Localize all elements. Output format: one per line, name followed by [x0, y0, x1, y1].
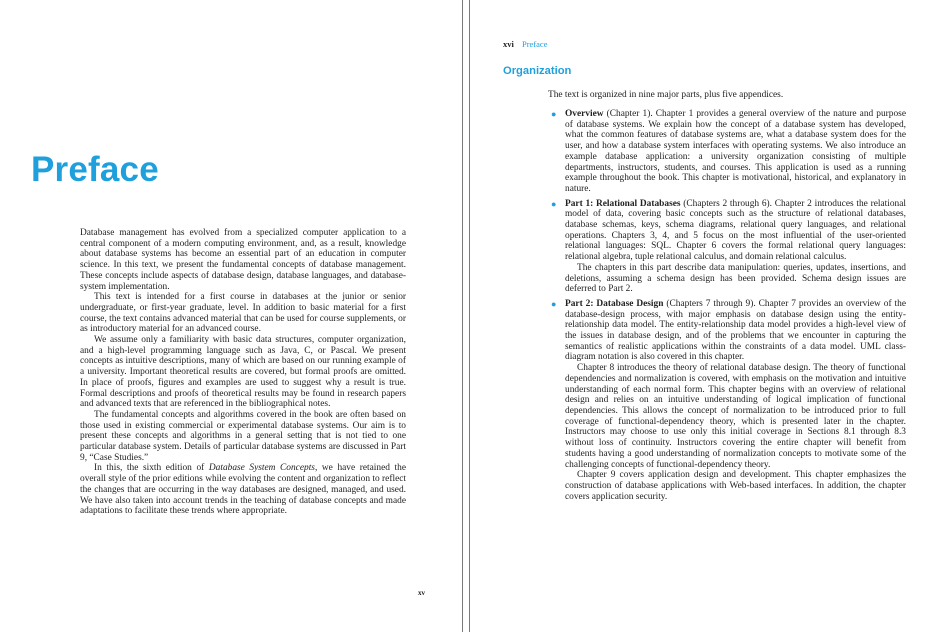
- paragraph: [80, 463, 406, 517]
- paragraph: Chapter 8 introduces the theory of relational database design. The theory of functional dependencies and normalization is covered, with emphasis on the motivation and intuitive understanding of each normal form. This chapter begins with an overview of relational design and relies on an intuitive understanding of logical implication of functional dependencies. This allows the concept of normalization to be introduced prior to full coverage of functional-dependency theory, which is presented later in the chapter. Instructors may choose to use only this initial coverage in Sections 8.1 through 8.3 without loss of continuity. Instructors covering the entire chapter will benefit from students having a good understanding of normalization concepts to motivate some of the challenging concepts of functional-dependency theory.: [565, 363, 906, 470]
- page-divider: [462, 0, 463, 632]
- page-number: xv: [418, 589, 425, 597]
- part-label: Part 2: Database Design: [565, 298, 664, 309]
- paragraph-text: In this, the sixth edition of: [94, 463, 209, 474]
- paragraph: This text is intended for a first course in databases at the junior or senior undergraduate, or first-year graduate, level. In addition to basic material for a first course, the text contains advanced material that can be used for course supplements, or as introductory material for an advanced course.: [80, 292, 406, 335]
- paragraph: The fundamental concepts and algorithms covered in the book are often based on those used in existing commercial or experimental database systems. Our aim is to present these concepts and algorithms in a general setting that is not tied to one particular database system. Details of particular database systems are discussed in Part 9, “Case Studies.”: [80, 409, 406, 463]
- bullet-icon: ●: [551, 198, 557, 209]
- list-item: [548, 199, 906, 295]
- paragraph: The chapters in this part describe data manipulation: queries, updates, insertions, and deletions, assuming a schema design has been provided. Schema design issues are deferred to Part 2.: [565, 262, 906, 295]
- list-item: [548, 299, 906, 502]
- paragraph-text: (Chapters 2 through 6). Chapter 2 introduces the relational model of data, covering basic concepts such as the structure of relational databases, database schemas, keys, schema diagrams, relational query languages, and relational operations. Chapters 3, 4, and 5 focus on the most influential of the user-oriented relational languages: SQL. Chapter 6 covers the formal relational query languages: relational algebra, tuple relational calculus, and domain relational calculus.: [565, 198, 906, 263]
- paragraph: Database management has evolved from a specialized computer application to a central component of a modern computing environment, and, as a result, knowledge about database systems has become an essential part of an education in computer science. In this text, we present the fundamental concepts of database management. These concepts include aspects of database design, database languages, and database-system implementation.: [80, 228, 406, 292]
- paragraph: [565, 299, 906, 363]
- running-head-title: Preface: [522, 39, 548, 49]
- right-page: [470, 0, 932, 632]
- paragraph: We assume only a familiarity with basic data structures, computer organization, and a high-level programming language such as Java, C, or Pascal. We present concepts as intuitive descriptions, many of which are based on our running example of a university. Important theoretical results are covered, but formal proofs are omitted. In place of proofs, figures and examples are used to suggest why a result is true. Formal descriptions and proofs of theoretical results may be found in research papers and advanced texts that are referenced in the bibliographical notes.: [80, 335, 406, 410]
- bullet-icon: ●: [551, 298, 557, 309]
- part-label: Overview: [565, 109, 604, 119]
- part-label: Part 1: Relational Databases: [565, 198, 681, 209]
- page-number: xvi: [503, 39, 514, 49]
- paragraph-text: (Chapter 1). Chapter 1 provides a general overview of the nature and purpose of database systems. We explain how the concept of a database system has developed, what the common features of database systems are, what a database system does for the user, and how a database system interfaces with operating systems. We also introduce an example database application: a university organization consisting of multiple departments, instructors, students, and courses. This application is used as a running example throughout the book. This chapter is motivational, historical, and explanatory in nature.: [565, 109, 906, 194]
- paragraph-text: , we have retained the overall style of the prior editions while evolving the content and organization to reflect the changes that are occurring in the way databases are designed, managed, and used. We have also taken into account trends in the teaching of database concepts and made adaptations to facilitate these trends where appropriate.: [80, 463, 406, 517]
- intro-text: The text is organized in nine major parts, plus five appendices.: [548, 90, 784, 100]
- bullet-icon: ●: [551, 109, 557, 119]
- preface-body: [80, 228, 406, 517]
- paragraph-text: (Chapters 7 through 9). Chapter 7 provides an overview of the database-design process, with major emphasis on database design using the entity-relationship data model. The entity-relationship data model provides a high-level view of the issues in database design, and of the problems that we encounter in capturing the semantics of realistic applications within the constraints of a data model. UML class-diagram notation is also covered in this chapter.: [565, 298, 906, 363]
- chapter-title: Preface: [31, 150, 159, 189]
- paragraph: [565, 199, 906, 263]
- paragraph: [565, 109, 906, 195]
- book-title: Database System Concepts: [208, 463, 315, 474]
- list-item: [548, 109, 906, 195]
- left-page: [0, 0, 462, 632]
- paragraph: Chapter 9 covers application design and development. This chapter emphasizes the construction of database applications with Web-based interfaces. In addition, the chapter covers application security.: [565, 470, 906, 502]
- parts-list: [548, 109, 906, 506]
- section-heading: Organization: [503, 65, 572, 77]
- running-head: [503, 39, 547, 49]
